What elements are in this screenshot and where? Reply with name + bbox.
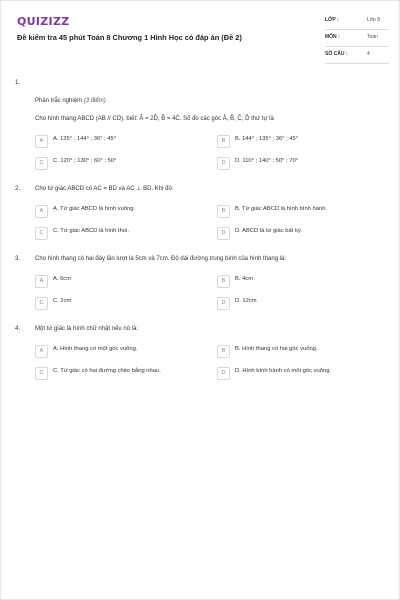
option-b[interactable] (217, 205, 387, 219)
option-letter: B (217, 205, 230, 218)
meta-value: 4 (367, 51, 370, 57)
question-text: Cho hình thang có hai đáy lần lượt là 5cm và 7cm. Độ dài đường trung bình của hình thang là: (35, 256, 287, 262)
option-d[interactable] (217, 367, 387, 381)
option-b[interactable] (217, 135, 387, 149)
option-letter: C (35, 157, 48, 170)
option-c[interactable] (35, 367, 205, 381)
option-text: B. 4cm (235, 276, 254, 282)
question-2 (15, 185, 387, 245)
meta-value: Lớp 8 (367, 17, 381, 23)
question-text: Cho tứ giác ABCD có AC = BD và AC ⊥ BD. Khi đó: (35, 186, 174, 192)
question-text: Một tứ giác là hình chữ nhật nếu nó là: (35, 326, 139, 332)
option-d[interactable] (217, 157, 387, 171)
option-letter: C (35, 297, 48, 310)
section-points: (3 điểm) (83, 98, 106, 104)
section-title: Phần trắc nghiệm (35, 98, 83, 104)
meta-row-class (325, 15, 389, 30)
option-letter: D (217, 227, 230, 240)
option-a[interactable] (35, 275, 205, 289)
option-c[interactable] (35, 227, 205, 241)
option-b[interactable] (217, 275, 387, 289)
option-letter: A (35, 135, 48, 148)
option-letter: D (217, 367, 230, 380)
option-letter: A (35, 275, 48, 288)
worksheet-header (17, 15, 389, 67)
option-text: A. Tứ giác ABCD là hình vuông. (53, 206, 136, 212)
option-a[interactable] (35, 345, 205, 359)
meta-label: LỚP : (325, 17, 339, 23)
option-letter: B (217, 275, 230, 288)
option-text: A. Hình thang có một góc vuông. (53, 346, 138, 352)
question-number: 3. (15, 255, 21, 262)
option-letter: B (217, 345, 230, 358)
option-text: B. 144° ; 135° ; 36° ; 45° (235, 136, 299, 142)
worksheet-meta (325, 15, 389, 66)
option-text: D. Hình bình hành có một góc vuông. (235, 368, 332, 374)
option-d[interactable] (217, 297, 387, 311)
question-1 (15, 79, 387, 179)
question-3 (15, 255, 387, 315)
question-4 (15, 325, 387, 385)
option-text: D. ABCD là tứ giác bất kỳ. (235, 228, 303, 234)
meta-label: SỐ CÂU : (325, 51, 348, 57)
meta-label: MÔN : (325, 34, 340, 40)
option-text: A. 6cm (53, 276, 72, 282)
option-a[interactable] (35, 205, 205, 219)
option-text: B. Tứ giác ABCD là hình bình hành. (235, 206, 328, 212)
meta-value: Toán (367, 34, 378, 40)
option-text: D. 12cm (235, 298, 257, 304)
option-letter: C (35, 227, 48, 240)
worksheet-title: Đề kiểm tra 45 phút Toán 8 Chương 1 Hình Học có đáp án (Đề 2) (17, 33, 242, 42)
option-letter: A (35, 205, 48, 218)
option-letter: D (217, 157, 230, 170)
option-text: C. 120° ; 130° ; 60° ; 50° (53, 158, 117, 164)
option-text: B. Hình thang có hai góc vuông. (235, 346, 318, 352)
option-c[interactable] (35, 297, 205, 311)
option-a[interactable] (35, 135, 205, 149)
option-b[interactable] (217, 345, 387, 359)
option-c[interactable] (35, 157, 205, 171)
option-text: D. 110° ; 140° ; 50° ; 70° (235, 158, 298, 164)
question-number: 2. (15, 185, 21, 192)
option-text: C. 2cm (53, 298, 72, 304)
option-letter: D (217, 297, 230, 310)
quizizz-logo: QUIZIZZ (17, 15, 70, 28)
option-text: A. 135° ; 144° ; 36° ; 45° (53, 136, 117, 142)
option-text: C. Tứ giác có hai đường chéo bằng nhau. (53, 368, 161, 374)
question-section-heading (35, 97, 375, 106)
option-letter: A (35, 345, 48, 358)
meta-row-count (325, 49, 389, 64)
option-letter: C (35, 367, 48, 380)
question-number: 1. (15, 79, 21, 86)
meta-row-subject (325, 32, 389, 47)
option-letter: B (217, 135, 230, 148)
option-text: C. Tứ giác ABCD là hình thoi. (53, 228, 129, 234)
question-number: 4. (15, 325, 21, 332)
option-d[interactable] (217, 227, 387, 241)
question-text: Cho hình thang ABCD (AB // CD), biết: Â = 2D̂, B̂ = 4Ĉ. Số đo các góc Â, B̂, Ĉ, D̂ thứ tự là (35, 116, 274, 122)
